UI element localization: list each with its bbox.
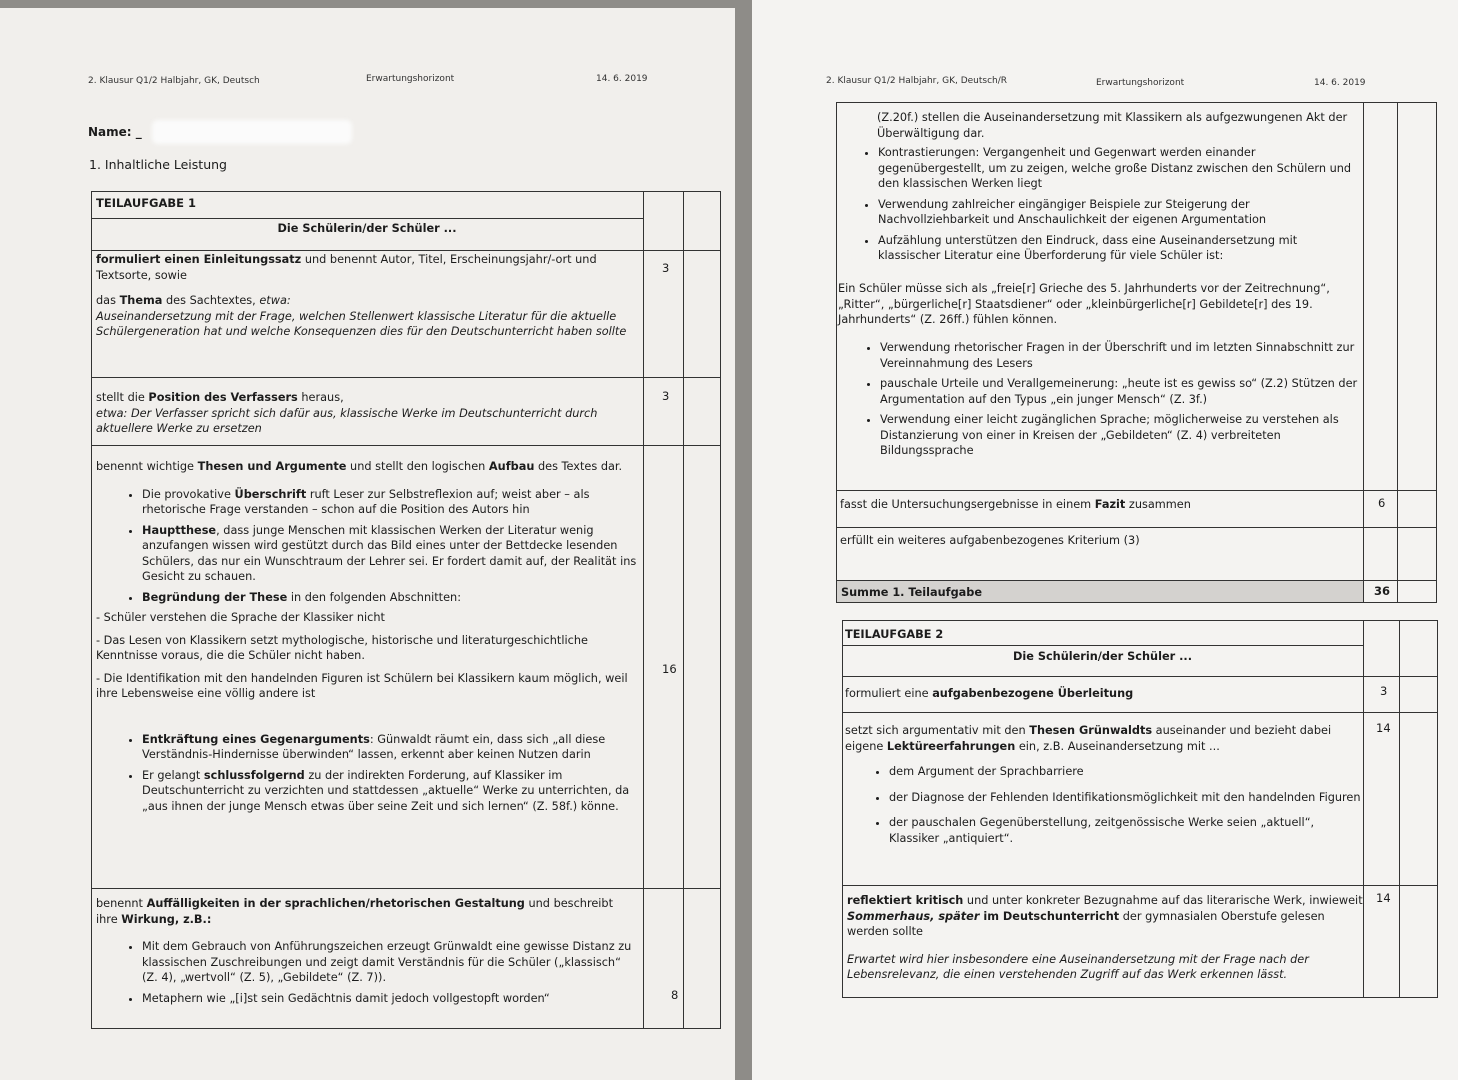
points-reflection: 14 <box>1376 891 1391 905</box>
header-date: 14. 6. 2019 <box>1314 78 1366 88</box>
header-date: 14. 6. 2019 <box>596 74 648 84</box>
header-type: Erwartungshorizont <box>366 74 455 84</box>
bullet-identification: • der Diagnose der Fehlenden Identifikationsmöglichkeit mit den handelnden Figuren <box>889 790 1361 806</box>
bullet-justification: • Begründung der These in den folgenden Abschnitten: <box>142 590 644 606</box>
criterion-author-position: stellt die Position des Verfassers heraus, etwa: Der Verfasser spricht sich dafür aus, klassische Werke im Deutschunterricht durch aktuellere Werke zu ersetzen <box>96 391 598 435</box>
points-row2: 3 <box>662 389 670 403</box>
points-row3: 16 <box>662 662 677 676</box>
dash-item: - Schüler verstehen die Sprache der Klassiker nicht <box>96 611 385 624</box>
header-course: 2. Klausur Q1/2 Halbjahr, GK, Deutsch/R <box>826 76 1008 86</box>
header-course: 2. Klausur Q1/2 Halbjahr, GK, Deutsch <box>88 76 260 86</box>
bullet-metaphors: • Metaphern wie „[i]st sein Gedächtnis damit jedoch vollgestopft worden“ <box>142 991 636 1007</box>
criterion-extra: erfüllt ein weiteres aufgabenbezogenes Kriterium (3) <box>840 534 1140 547</box>
row-divider <box>836 490 1437 491</box>
points-argumentation: 14 <box>1376 721 1391 735</box>
criterion-introduction: formuliert einen Einleitungssatz und benennt Autor, Titel, Erscheinungsjahr/-ort und Textsorte, sowie das Thema des Sachtextes, etwa: Auseinandersetzung mit der Frage, welchen Stellenwert klassische Literatur für die aktuelle Schülergeneration hat und welche Konsequenzen dies für den Deutschunterricht haben sollte <box>96 253 627 338</box>
achieved-column-divider <box>683 191 684 1029</box>
row-divider <box>842 676 1438 677</box>
row-divider <box>91 445 721 446</box>
bullet-examples: • Verwendung zahlreicher eingängiger Beispiele zur Steigerung der Nachvollziehbarkeit und Anschaulichkeit der eigenen Argumentation <box>878 197 1360 228</box>
dash-item: - Die Identifikation mit den handelnden Figuren ist Schülern bei Klassikern kaum möglich, weil ihre Lebensweise eine völlig andere ist <box>96 671 628 700</box>
task1-title: TEILAUFGABE 1 <box>96 196 197 210</box>
row-divider <box>91 377 721 378</box>
points-fazit: 6 <box>1378 496 1386 510</box>
points-transition: 3 <box>1380 684 1388 698</box>
task2-subject: Die Schülerin/der Schüler ... <box>1013 650 1192 663</box>
bullet-language-barrier: • dem Argument der Sprachbarriere <box>889 764 1361 780</box>
bullet-generalizations: • pauschale Urteile und Verallgemeinerung: „heute ist es gewiss so“ (Z.2) Stützen der Argumentation auf den Typus „ein junger Mensch“ (Z. 3f.) <box>880 376 1360 407</box>
bullet-main-thesis: • Hauptthese, dass junge Menschen mit klassischen Werken der Literatur wenig anzufangen wissen wird gestützt durch das Bild eines unter der Bettdecke lesenden Schülers, das nur ein Wunschtraum der Lehrer sei. Er fordert damit auf, der Realität ins Gesicht zu schauen. <box>142 523 644 585</box>
bullet-headline: • Die provokative Überschrift ruft Leser zur Selbstreflexion auf; weist aber – als rhetorische Frage verstanden – schon auf die Position des Autors hin <box>142 487 644 518</box>
rhetoric-bullets <box>838 145 1360 269</box>
rhetoric-bullets-2 <box>840 340 1360 464</box>
bullet-enumeration: • Aufzählung unterstützen den Eindruck, dass eine Auseinandersetzung mit klassischer Literatur eine Überforderung für viele Schüler ist: <box>878 233 1360 264</box>
exam-page-left <box>0 8 735 1080</box>
continued-text: (Z.20f.) stellen die Auseinandersetzung mit Klassikern als aufgezwungenen Akt der Überwältigung dar. <box>877 111 1348 140</box>
bullet-conclusion: • Er gelangt schlussfolgernd zu der indirekten Forderung, auf Klassiker im Deutschunterricht zu verzichten und stattdessen „aktuelle“ Werke zu unterrichten, da „aus ihnen der junge Mensch etwas über seine Zeit und sich lernen“ (Z. 58f.) könne. <box>142 768 644 815</box>
section-title: 1. Inhaltliche Leistung <box>89 157 227 172</box>
row-divider <box>842 885 1438 886</box>
bullet-quotation-marks: • Mit dem Gebrauch von Anführungszeichen erzeugt Grünwaldt eine gewisse Distanz zu klassischen Zuschreibungen und zeigt damit Verständnis für die Schüler („klassisch“ (Z. 4), „wertvoll“ (Z. 5), „Gebildete“ (Z. 7)). <box>142 939 636 986</box>
task2-title: TEILAUFGABE 2 <box>845 628 944 641</box>
row-divider <box>91 250 721 251</box>
points-row1: 3 <box>662 261 670 275</box>
bullet-counterargument: • Entkräftung eines Gegenarguments: Günwaldt räumt ein, dass sich „all diese Verständnis-Hindernisse überwinden“ lassen, erkennt aber keinen Nutzen darin <box>142 732 644 763</box>
dash-item: - Das Lesen von Klassikern setzt mythologische, historische und literaturgeschichtliche Kenntnisse voraus, die die Schüler nicht haben. <box>96 633 588 662</box>
criterion-reflection: reflektiert kritisch und unter konkreter Bezugnahme auf das literarische Werk, inwieweit Sommerhaus, später im Deutschunterricht der gymnasialen Oberstufe gelesen werden sollte Erwartet wird hier insbesondere eine Auseinandersetzung mit der Frage nach der Lebensrelevanz, die einen verstehenden Zugriff auf das Werk erkennen lässt. <box>847 894 1363 981</box>
row-divider <box>91 218 643 219</box>
name-label: Name: _ <box>88 125 142 139</box>
row-divider <box>836 527 1437 528</box>
sum-points: 36 <box>1374 584 1391 598</box>
bullet-accessible-language: • Verwendung einer leicht zugänglichen Sprache; möglicherweise zu verstehen als Distanzierung von einer in Kreisen der „Gebildeten“ (Z. 4) verbreiteten Bildungssprache <box>880 412 1360 459</box>
task1-subject: Die Schülerin/der Schüler ... <box>277 222 457 235</box>
row-divider <box>842 712 1438 713</box>
criterion-transition: formuliert eine aufgabenbezogene Überleitung <box>845 687 1134 700</box>
enumeration-quote: Ein Schüler müsse sich als „freie[r] Grieche des 5. Jahrhunderts vor der Zeitrechnung“, „Ritter“, „bürgerliche[r] Staatsdiener“ oder „kleinbürgerliche[r] Gebildete[r] des 19. Jahrhunderts“ (Z. 26ff.) fühlen können. <box>838 282 1330 326</box>
redacted-name <box>152 120 352 144</box>
criterion-theses-arguments: benennt wichtige Thesen und Argumente und stellt den logischen Aufbau des Textes dar. • Die provokative Überschrift ruft Leser zur Selbstreflexion auf; weist aber – als rhetorische Frage verstanden – schon auf die Position des Autors hin • Hauptthese, dass junge Menschen mit klassischen Werken der Literatur wenig anzufangen wissen wird gestützt durch das Bild eines unter der Bettdecke lesenden Schülers, das nur ein Wunschtraum der Lehrer sei. Er fordert damit auf, der Realität ins Gesicht zu schauen. • Begründung der These in den folgenden Abschnitten: - Schüler verstehen die Sprache der Klassiker nicht - Das Lesen von Klassikern setzt mythologische, historische und literaturgeschichtliche Kenntnisse voraus, die die Schüler nicht haben. - Die Identifikation mit den handelnden Figuren ist Schülern bei Klassikern kaum möglich, weil ihre Lebensweise eine völlig andere ist • Entkräftung eines Gegenarguments: Günwaldt räumt ein, dass sich „all diese Verständnis-Hindernisse überwinden“ lassen, erkennt aber keinen Nutzen darin • Er gelangt schlussfolgernd zu der indirekten Forderung, auf Klassiker im Deutschunterricht zu verzichten und stattdessen „aktuelle“ Werke zu unterrichten, da „aus ihnen der junge Mensch etwas über seine Zeit und sich lernen“ (Z. 58f.) könne. <box>96 459 644 819</box>
header-type: Erwartungshorizont <box>1096 78 1185 88</box>
row-divider <box>842 645 1363 646</box>
exam-page-right <box>752 0 1458 1080</box>
row-divider <box>91 888 721 889</box>
bullet-contrast: • Kontrastierungen: Vergangenheit und Gegenwart werden einander gegenübergestellt, um zu zeigen, welche große Distanz zwischen den Schülern und den klassischen Werken liegt <box>878 145 1360 192</box>
sum-label: Summe 1. Teilaufgabe <box>841 586 983 599</box>
criterion-argumentation: setzt sich argumentativ mit den Thesen Grünwaldts auseinander und bezieht dabei eigene Lektüreerfahrungen ein, z.B. Auseinandersetzung mit ... • dem Argument der Sprachbarriere • der Diagnose der Fehlenden Identifikationsmöglichkeit mit den handelnden Figuren • der pauschalen Gegenüberstellung, zeitgenössische Werke seien „aktuell“, Klassiker „antiquiert“. <box>845 723 1361 851</box>
criterion-fazit: fasst die Untersuchungsergebnisse in einem Fazit zusammen <box>840 498 1191 511</box>
points-row4: 8 <box>671 988 679 1002</box>
bullet-rhetorical-questions: • Verwendung rhetorischer Fragen in der Überschrift und im letzten Sinnabschnitt zur Vereinnahmung des Lesers <box>880 340 1360 371</box>
criterion-rhetoric: benennt Auffälligkeiten in der sprachlichen/rhetorischen Gestaltung und beschreibt ihre Wirkung, z.B.: • Mit dem Gebrauch von Anführungszeichen erzeugt Grünwaldt eine gewisse Distanz zu klassischen Zuschreibungen und zeigt damit Verständnis für die Schüler („klassisch“ (Z. 4), „wertvoll“ (Z. 5), „Gebildete“ (Z. 7)). • Metaphern wie „[i]st sein Gedächtnis damit jedoch vollgestopft worden“ <box>96 896 636 1011</box>
bullet-comparison: • der pauschalen Gegenüberstellung, zeitgenössische Werke seien „aktuell“, Klassiker „antiquiert“. <box>889 815 1361 846</box>
